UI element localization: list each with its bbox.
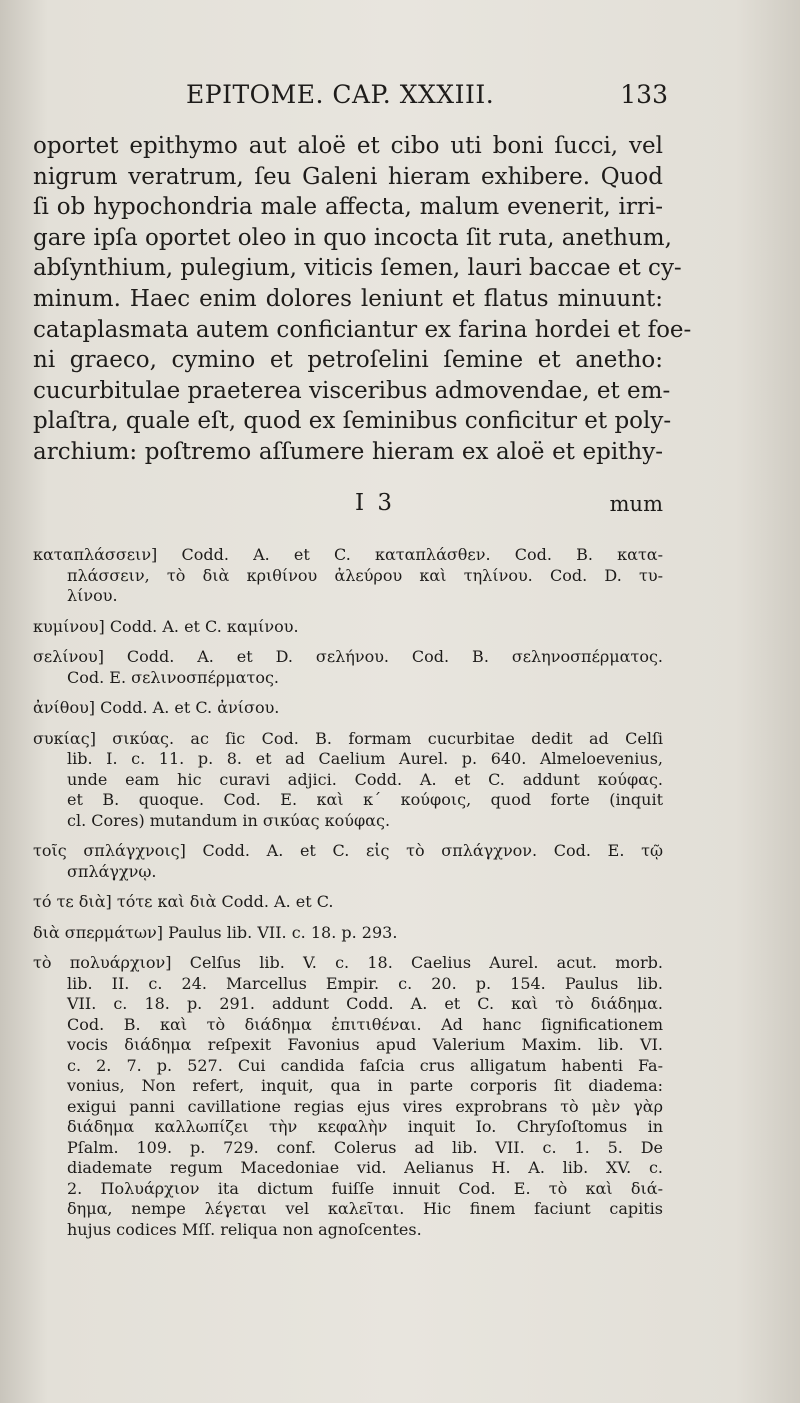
footnote-line: σπλάγχνῳ.	[67, 861, 157, 881]
footnote	[33, 892, 663, 913]
footnote-line: vonius, Non refert, inquit, qua in parte corporis ſit diadema:	[67, 1076, 663, 1095]
text-line: ni graeco, cymino et petroſelini ſemine et anetho:	[33, 347, 663, 374]
footnote-line: VII. c. 18. p. 291. addunt Codd. A. et C. καὶ τὸ διάδημα.	[67, 994, 663, 1013]
footnote-line: καταπλάσσειν] Codd. A. et C. καταπλάσθεν. Cod. B. κατα-	[33, 545, 663, 564]
footnote-line: λίνου.	[67, 586, 118, 605]
footnote-line: hujus codices Mſſ. reliqua non agnoſcentes.	[67, 1219, 422, 1239]
footnote-line: Cod. B. καὶ τὸ διάδημα ἐπιτιθέναι. Ad hanc ſignificationem	[67, 1014, 663, 1034]
text-line: archium: poſtremo aſſumere hieram ex aloë et epithy-	[33, 438, 663, 465]
footnote-line: δημα, nempe λέγεται vel καλεῖται. Hic finem faciunt capitis	[67, 1199, 663, 1218]
footnote	[33, 647, 663, 688]
footnote-line: τό τε διὰ] τότε καὶ διὰ Codd. A. et C.	[33, 892, 334, 911]
footnote-line: lib. II. c. 24. Marcellus Empir. c. 20. p. 154. Paulus lib.	[67, 973, 663, 993]
footnote	[33, 953, 663, 1240]
footnote-line: κυμίνου] Codd. A. et C. καμίνου.	[33, 616, 299, 636]
text-line: minum. Haec enim dolores leniunt et flatus minuunt:	[33, 285, 663, 312]
footnote-line: διάδημα καλλωπίζει τὴν κεφαλὴν inquit Io. Chryſoſtomus in	[67, 1117, 663, 1136]
footnote-line: cl. Cores) mutandum in σικύας κούφας.	[67, 810, 391, 830]
signature-row	[33, 490, 663, 520]
signature-mark: I 3	[355, 490, 396, 516]
text-line: plaſtra, quale eſt, quod ex ſeminibus conficitur et poly-	[33, 408, 672, 435]
footnote	[33, 923, 663, 944]
footnote-line: σελίνου] Codd. A. et D. σελήνου. Cod. B. σεληνοσπέρματος.	[33, 647, 663, 666]
footnote	[33, 729, 663, 832]
footnote-line: Pſalm. 109. p. 729. conf. Colerus ad lib. VII. c. 1. 5. De	[67, 1137, 663, 1157]
footnote-line: τοῖς σπλάγχνοις] Codd. A. et C. εἰς τὸ σπλάγχνον. Cod. E. τῷ	[33, 841, 663, 860]
footnote-line: Cod. E. σελινοσπέρματος.	[67, 667, 279, 687]
footnote-line: et B. quoque. Cod. E. καὶ κ΄ κούφοις, quod forte (inquit	[67, 790, 663, 809]
footnote-line: exigui panni cavillatione regias ejus vires exprobrans τὸ μὲν γὰρ	[67, 1096, 663, 1116]
footnote-line: τὸ πολυάρχιον] Celſus lib. V. c. 18. Caelius Aurel. acut. morb.	[33, 953, 663, 972]
text-line: nigrum veratrum, ſeu Galeni hieram exhibere. Quod	[33, 163, 663, 190]
footnote	[33, 545, 663, 607]
page-header	[0, 80, 800, 120]
running-head: EPITOME. CAP. XXXIII.	[186, 80, 495, 109]
text-line: oportet epithymo aut aloë et cibo uti boni ſucci, vel	[33, 133, 663, 159]
main-text-block	[33, 131, 692, 468]
catchword: mum	[609, 492, 663, 516]
footnote-line: διὰ σπερμάτων] Paulus lib. VII. c. 18. p. 293.	[33, 922, 398, 942]
footnote-line: lib. I. c. 11. p. 8. et ad Caelium Aurel. p. 640. Almeloevenius,	[67, 749, 663, 768]
footnote-line: vocis διάδημα reſpexit Favonius apud Valerium Maxim. lib. VI.	[67, 1035, 663, 1054]
footnote	[33, 617, 663, 638]
footnote	[33, 698, 663, 719]
footnote-line: πλάσσειν, τὸ διὰ κριθίνου ἀλεύρου καὶ τηλίνου. Cod. D. τυ-	[67, 565, 663, 585]
footnotes	[33, 545, 663, 1250]
footnote-line: c. 2. 7. p. 527. Cui candida faſcia crus alligatum habenti Fa-	[67, 1055, 663, 1075]
text-line: abſynthium, pulegium, viticis ſemen, lauri baccae et cy-	[33, 255, 682, 282]
text-line: ſi ob hypochondria male affecta, malum evenerit, irri-	[33, 194, 663, 221]
text-line: gare ipſa oportet oleo in quo incocta ſit ruta, anethum,	[33, 224, 672, 251]
footnote	[33, 841, 663, 882]
footnote-line: unde eam hic curavi adjici. Codd. A. et C. addunt κούφας.	[67, 769, 663, 789]
text-line: cucurbitulae praeterea visceribus admovendae, et em-	[33, 377, 671, 404]
footnote-line: ἀνίθου] Codd. A. et C. ἀνίσου.	[33, 698, 280, 717]
page-number: 133	[620, 80, 668, 109]
footnote-line: diademate regum Macedoniae vid. Aelianus H. A. lib. XV. c.	[67, 1158, 663, 1177]
footnote-line: συκίας] σικύας. ac ſic Cod. B. formam cucurbitae dedit ad Celſi	[33, 728, 663, 748]
footnote-line: 2. Πολυάρχιον ita dictum fuiſſe innuit Cod. E. τὸ καὶ διά-	[67, 1178, 663, 1198]
text-line: cataplasmata autem conficiantur ex farina hordei et foe-	[33, 316, 692, 343]
